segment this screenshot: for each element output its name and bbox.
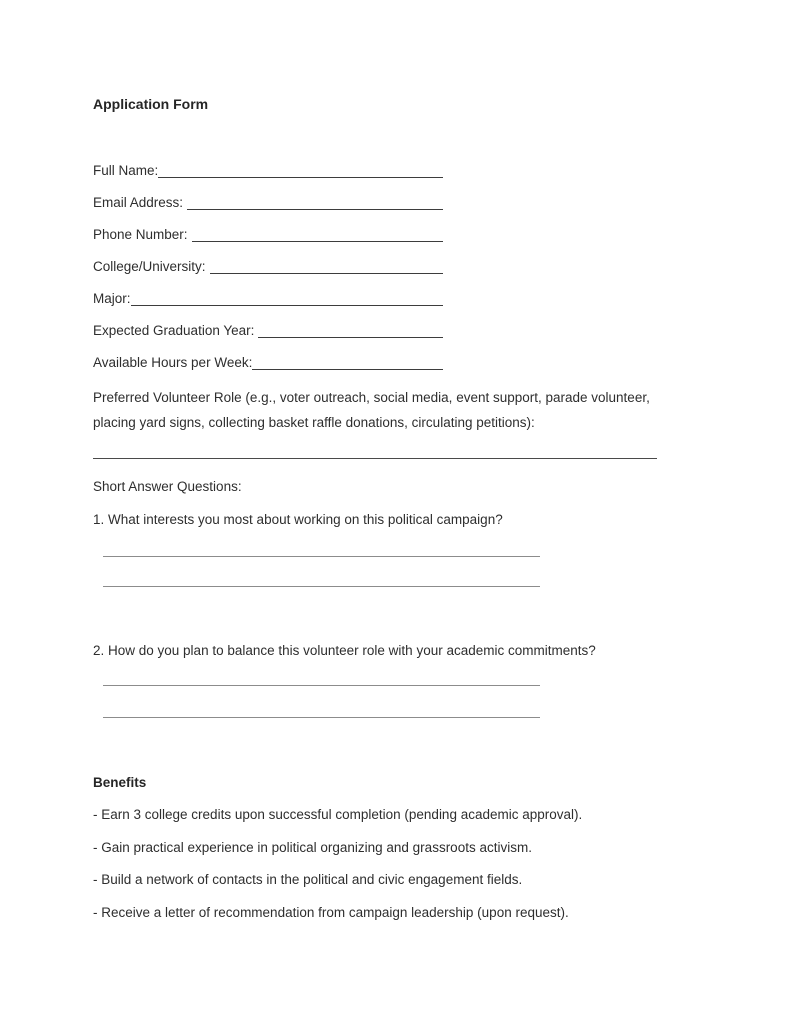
field-full-name [93,161,443,180]
benefits-heading: Benefits [93,774,147,790]
graduation-year-blank-line[interactable] [258,336,443,338]
field-label-major: Major: [93,291,131,306]
question-1-answer-line-1[interactable] [103,556,540,557]
preferred-role-blank-line[interactable] [93,458,657,459]
document-content [93,95,657,935]
field-major [93,289,443,308]
page-title: Application Form [93,96,209,112]
email-address-blank-line[interactable] [187,208,443,210]
benefit-item-4: - Receive a letter of recommendation from campaign leadership (upon request). [93,904,569,920]
benefit-item-1: - Earn 3 college credits upon successful completion (pending academic approval). [93,807,583,822]
field-college-university [93,257,443,276]
full-name-blank-line[interactable] [158,176,443,178]
hours-per-week-blank-line[interactable] [252,368,443,370]
short-answer-heading: Short Answer Questions: [93,479,242,494]
question-2-answer-line-2[interactable] [103,717,540,718]
field-label-full-name: Full Name: [93,163,159,178]
college-university-blank-line[interactable] [210,272,443,274]
preferred-role-prompt: Preferred Volunteer Role (e.g., voter outreach, social media, event support, parade volunteer, placing yard signs, collecting basket raffle donations, circulating petitions): [93,390,650,430]
field-label-email-address: Email Address: [93,195,184,210]
benefit-item-2: - Gain practical experience in political organizing and grassroots activism. [93,839,532,855]
field-label-hours-per-week: Available Hours per Week: [93,355,253,370]
benefit-item-3: - Build a network of contacts in the political and civic engagement fields. [93,872,523,887]
question-2: 2. How do you plan to balance this volunteer role with your academic commitments? [93,642,596,658]
phone-number-blank-line[interactable] [192,240,443,242]
field-label-phone-number: Phone Number: [93,227,188,242]
major-blank-line[interactable] [131,304,443,306]
field-phone-number [93,225,443,244]
question-2-answer-line-1[interactable] [103,685,540,686]
field-hours-per-week [93,353,443,372]
question-1-answer-line-2[interactable] [103,586,540,587]
field-label-graduation-year: Expected Graduation Year: [93,323,255,338]
field-graduation-year [93,321,443,340]
field-email-address [93,193,443,212]
field-label-college-university: College/University: [93,259,206,274]
question-1: 1. What interests you most about working on this political campaign? [93,511,503,527]
